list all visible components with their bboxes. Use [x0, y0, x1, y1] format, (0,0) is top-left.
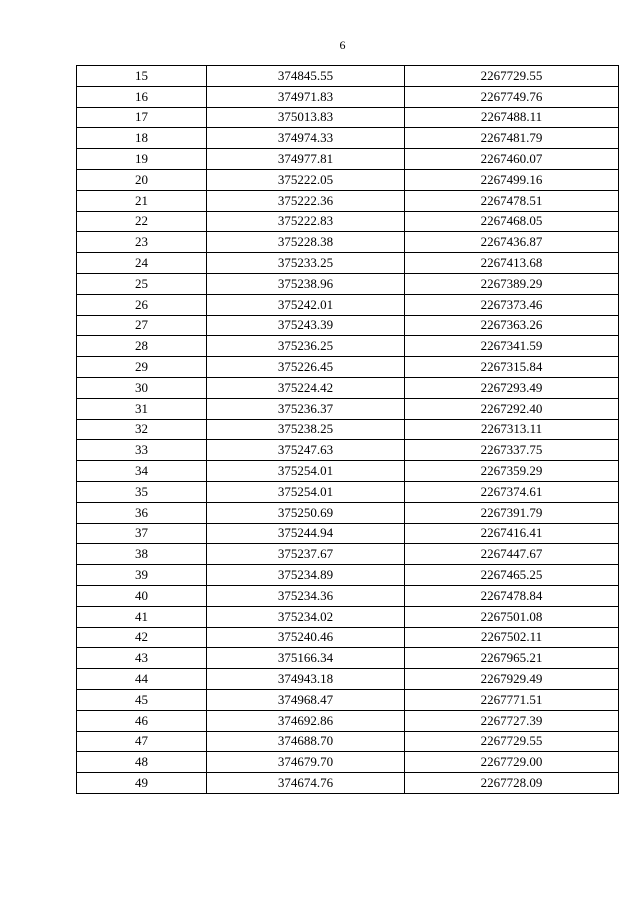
- point-number-cell: 25: [77, 273, 207, 294]
- x-coordinate-cell: 375244.94: [207, 523, 405, 544]
- y-coordinate-cell: 2267416.41: [405, 523, 619, 544]
- y-coordinate-cell: 2267373.46: [405, 294, 619, 315]
- x-coordinate-cell: 374692.86: [207, 710, 405, 731]
- y-coordinate-cell: 2267727.39: [405, 710, 619, 731]
- table-row: [77, 398, 619, 419]
- y-coordinate-cell: 2267315.84: [405, 357, 619, 378]
- x-coordinate-cell: 375226.45: [207, 357, 405, 378]
- x-coordinate-cell: 375013.83: [207, 107, 405, 128]
- coordinates-table: [76, 65, 619, 794]
- y-coordinate-cell: 2267447.67: [405, 544, 619, 565]
- x-coordinate-cell: 375228.38: [207, 232, 405, 253]
- y-coordinate-cell: 2267468.05: [405, 211, 619, 232]
- point-number-cell: 31: [77, 398, 207, 419]
- point-number-cell: 15: [77, 66, 207, 87]
- x-coordinate-cell: 375224.42: [207, 377, 405, 398]
- point-number-cell: 22: [77, 211, 207, 232]
- x-coordinate-cell: 375237.67: [207, 544, 405, 565]
- point-number-cell: 43: [77, 648, 207, 669]
- point-number-cell: 32: [77, 419, 207, 440]
- point-number-cell: 18: [77, 128, 207, 149]
- x-coordinate-cell: 375254.01: [207, 481, 405, 502]
- y-coordinate-cell: 2267728.09: [405, 773, 619, 794]
- table-row: [77, 648, 619, 669]
- x-coordinate-cell: 375238.25: [207, 419, 405, 440]
- x-coordinate-cell: 374688.70: [207, 731, 405, 752]
- point-number-cell: 47: [77, 731, 207, 752]
- x-coordinate-cell: 374977.81: [207, 149, 405, 170]
- table-row: [77, 232, 619, 253]
- y-coordinate-cell: 2267965.21: [405, 648, 619, 669]
- table-row: [77, 107, 619, 128]
- y-coordinate-cell: 2267313.11: [405, 419, 619, 440]
- y-coordinate-cell: 2267749.76: [405, 86, 619, 107]
- table-row: [77, 461, 619, 482]
- y-coordinate-cell: 2267363.26: [405, 315, 619, 336]
- point-number-cell: 17: [77, 107, 207, 128]
- point-number-cell: 39: [77, 565, 207, 586]
- x-coordinate-cell: 375240.46: [207, 627, 405, 648]
- table-row: [77, 502, 619, 523]
- table-row: [77, 606, 619, 627]
- y-coordinate-cell: 2267729.00: [405, 752, 619, 773]
- table-row: [77, 128, 619, 149]
- table-row: [77, 149, 619, 170]
- point-number-cell: 29: [77, 357, 207, 378]
- x-coordinate-cell: 375250.69: [207, 502, 405, 523]
- table-row: [77, 710, 619, 731]
- table-row: [77, 481, 619, 502]
- x-coordinate-cell: 375222.36: [207, 190, 405, 211]
- y-coordinate-cell: 2267729.55: [405, 731, 619, 752]
- y-coordinate-cell: 2267478.51: [405, 190, 619, 211]
- point-number-cell: 34: [77, 461, 207, 482]
- table-row: [77, 169, 619, 190]
- x-coordinate-cell: 375234.89: [207, 565, 405, 586]
- y-coordinate-cell: 2267337.75: [405, 440, 619, 461]
- table-row: [77, 294, 619, 315]
- point-number-cell: 26: [77, 294, 207, 315]
- x-coordinate-cell: 375222.05: [207, 169, 405, 190]
- y-coordinate-cell: 2267413.68: [405, 253, 619, 274]
- point-number-cell: 23: [77, 232, 207, 253]
- y-coordinate-cell: 2267501.08: [405, 606, 619, 627]
- y-coordinate-cell: 2267729.55: [405, 66, 619, 87]
- y-coordinate-cell: 2267499.16: [405, 169, 619, 190]
- point-number-cell: 38: [77, 544, 207, 565]
- y-coordinate-cell: 2267389.29: [405, 273, 619, 294]
- table-row: [77, 523, 619, 544]
- point-number-cell: 49: [77, 773, 207, 794]
- y-coordinate-cell: 2267481.79: [405, 128, 619, 149]
- point-number-cell: 16: [77, 86, 207, 107]
- table-row: [77, 669, 619, 690]
- x-coordinate-cell: 375233.25: [207, 253, 405, 274]
- point-number-cell: 42: [77, 627, 207, 648]
- table-row: [77, 315, 619, 336]
- table-row: [77, 190, 619, 211]
- y-coordinate-cell: 2267478.84: [405, 585, 619, 606]
- table-row: [77, 731, 619, 752]
- point-number-cell: 19: [77, 149, 207, 170]
- point-number-cell: 35: [77, 481, 207, 502]
- point-number-cell: 45: [77, 689, 207, 710]
- table-row: [77, 377, 619, 398]
- table-row: [77, 440, 619, 461]
- table-row: [77, 565, 619, 586]
- y-coordinate-cell: 2267465.25: [405, 565, 619, 586]
- x-coordinate-cell: 375242.01: [207, 294, 405, 315]
- y-coordinate-cell: 2267502.11: [405, 627, 619, 648]
- point-number-cell: 27: [77, 315, 207, 336]
- y-coordinate-cell: 2267374.61: [405, 481, 619, 502]
- point-number-cell: 33: [77, 440, 207, 461]
- point-number-cell: 21: [77, 190, 207, 211]
- point-number-cell: 44: [77, 669, 207, 690]
- point-number-cell: 41: [77, 606, 207, 627]
- x-coordinate-cell: 374968.47: [207, 689, 405, 710]
- x-coordinate-cell: 374943.18: [207, 669, 405, 690]
- x-coordinate-cell: 375236.37: [207, 398, 405, 419]
- point-number-cell: 37: [77, 523, 207, 544]
- x-coordinate-cell: 375234.02: [207, 606, 405, 627]
- table-row: [77, 273, 619, 294]
- table-row: [77, 627, 619, 648]
- table-row: [77, 544, 619, 565]
- page-number: 6: [339, 38, 346, 52]
- coordinates-table-container: [76, 65, 618, 794]
- table-row: [77, 689, 619, 710]
- x-coordinate-cell: 375236.25: [207, 336, 405, 357]
- x-coordinate-cell: 375238.96: [207, 273, 405, 294]
- y-coordinate-cell: 2267436.87: [405, 232, 619, 253]
- x-coordinate-cell: 375247.63: [207, 440, 405, 461]
- table-row: [77, 66, 619, 87]
- x-coordinate-cell: 375166.34: [207, 648, 405, 669]
- x-coordinate-cell: 375254.01: [207, 461, 405, 482]
- y-coordinate-cell: 2267929.49: [405, 669, 619, 690]
- x-coordinate-cell: 375234.36: [207, 585, 405, 606]
- x-coordinate-cell: 374974.33: [207, 128, 405, 149]
- x-coordinate-cell: 374679.70: [207, 752, 405, 773]
- table-row: [77, 357, 619, 378]
- table-row: [77, 336, 619, 357]
- y-coordinate-cell: 2267292.40: [405, 398, 619, 419]
- point-number-cell: 40: [77, 585, 207, 606]
- y-coordinate-cell: 2267460.07: [405, 149, 619, 170]
- point-number-cell: 36: [77, 502, 207, 523]
- y-coordinate-cell: 2267488.11: [405, 107, 619, 128]
- x-coordinate-cell: 374845.55: [207, 66, 405, 87]
- y-coordinate-cell: 2267293.49: [405, 377, 619, 398]
- point-number-cell: 30: [77, 377, 207, 398]
- point-number-cell: 20: [77, 169, 207, 190]
- point-number-cell: 24: [77, 253, 207, 274]
- y-coordinate-cell: 2267391.79: [405, 502, 619, 523]
- table-row: [77, 211, 619, 232]
- table-row: [77, 419, 619, 440]
- x-coordinate-cell: 374971.83: [207, 86, 405, 107]
- table-row: [77, 773, 619, 794]
- table-row: [77, 253, 619, 274]
- y-coordinate-cell: 2267359.29: [405, 461, 619, 482]
- coordinates-table-body: [77, 66, 619, 794]
- x-coordinate-cell: 374674.76: [207, 773, 405, 794]
- y-coordinate-cell: 2267771.51: [405, 689, 619, 710]
- x-coordinate-cell: 375222.83: [207, 211, 405, 232]
- table-row: [77, 86, 619, 107]
- table-row: [77, 585, 619, 606]
- x-coordinate-cell: 375243.39: [207, 315, 405, 336]
- table-row: [77, 752, 619, 773]
- point-number-cell: 28: [77, 336, 207, 357]
- y-coordinate-cell: 2267341.59: [405, 336, 619, 357]
- point-number-cell: 46: [77, 710, 207, 731]
- point-number-cell: 48: [77, 752, 207, 773]
